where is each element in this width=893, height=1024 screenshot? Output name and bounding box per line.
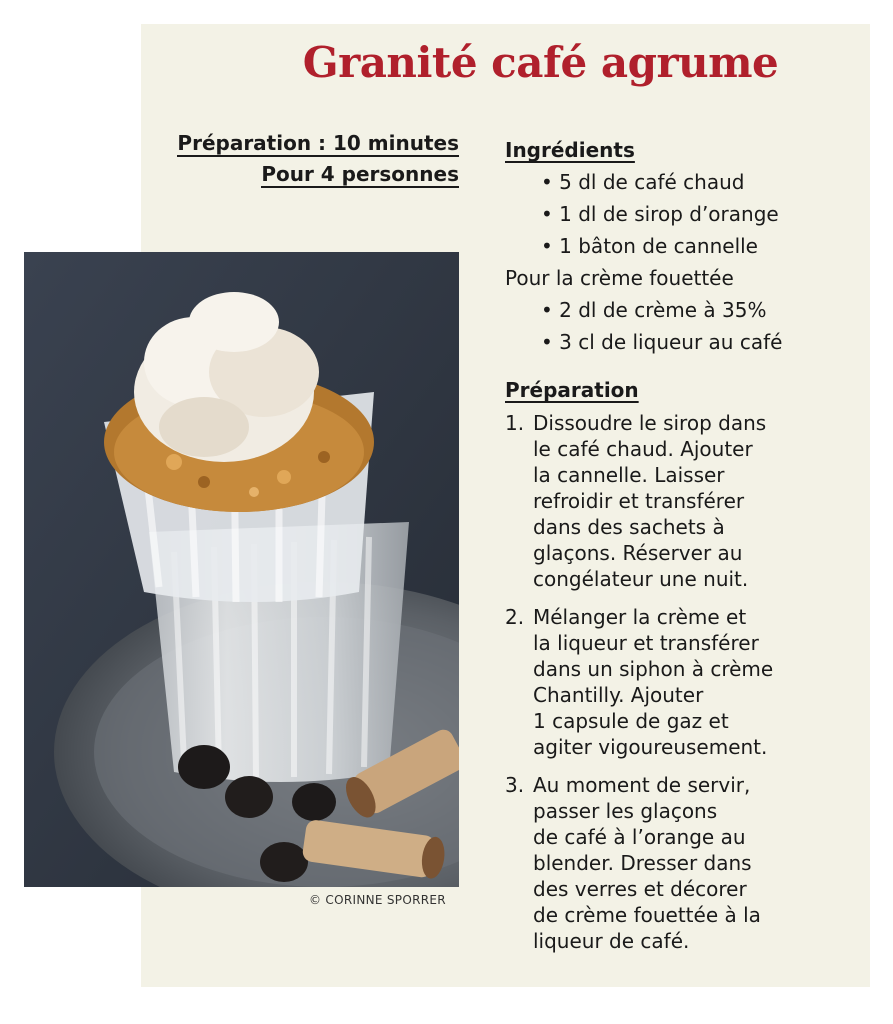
ingredient-item: • 3 cl de liqueur au café: [541, 330, 783, 354]
recipe-content: [505, 134, 860, 966]
preparation-heading: Préparation: [505, 378, 639, 402]
cream-subheading: Pour la crème fouettée: [505, 266, 734, 290]
step-text: Mélanger la crème et la liqueur et transférer dans un siphon à crème Chantilly. Ajouter 1 capsule de gaz et agiter vigoureusement.: [533, 605, 774, 759]
ingredient-item: • 1 dl de sirop d’orange: [541, 202, 779, 226]
recipe-title: Granité café agrume: [302, 38, 779, 87]
ingredient-item: • 5 dl de café chaud: [541, 170, 745, 194]
preparation-time: Préparation : 10 minutes: [177, 131, 459, 155]
preparation-steps: [505, 410, 860, 954]
ingredients-heading: Ingrédients: [505, 138, 635, 162]
recipe-photo: [24, 252, 459, 887]
recipe-meta: [177, 128, 459, 190]
ingredient-item: • 1 bâton de cannelle: [541, 234, 758, 258]
ingredient-item: • 2 dl de crème à 35%: [541, 298, 767, 322]
step-item: [505, 604, 860, 760]
photo-credit: © CORINNE SPORRER: [309, 893, 446, 907]
step-number: 3.: [505, 773, 525, 797]
step-item: [505, 410, 860, 592]
step-text: Au moment de servir, passer les glaçons de café à l’orange au blender. Dresser dans des verres et décorer de crème fouettée à la liqueur de café.: [533, 773, 761, 953]
step-number: 1.: [505, 411, 525, 435]
granita-glass-illustration: [24, 252, 459, 887]
servings: Pour 4 personnes: [261, 162, 459, 186]
step-text: Dissoudre le sirop dans le café chaud. Ajouter la cannelle. Laisser refroidir et transférer dans des sachets à glaçons. Réserver au congélateur une nuit.: [533, 411, 767, 591]
step-item: [505, 772, 860, 954]
step-number: 2.: [505, 605, 525, 629]
